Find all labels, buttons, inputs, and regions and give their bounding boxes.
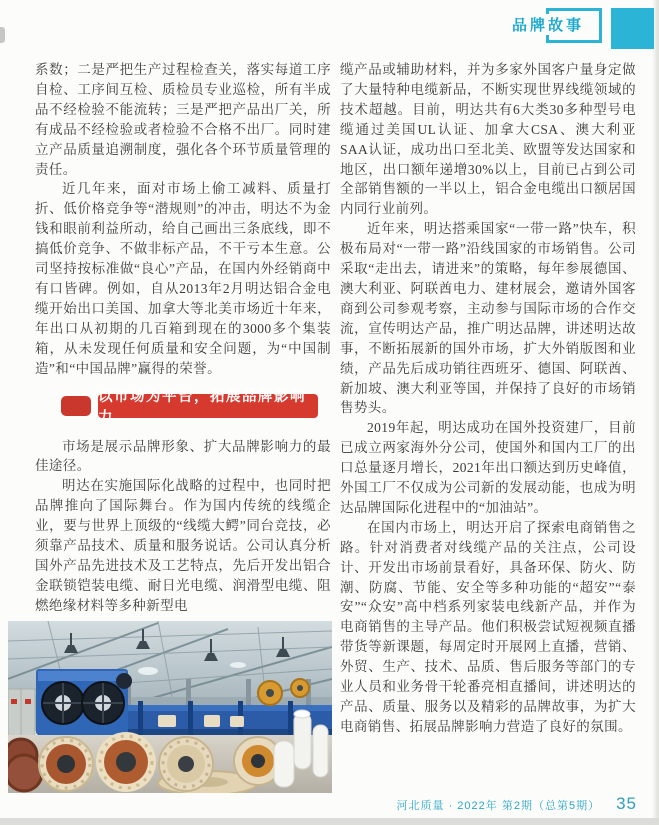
factory-photo bbox=[8, 621, 332, 793]
page-edge-shadow-bottom bbox=[0, 818, 659, 825]
paragraph: 明达在实施国际化战略的过程中，也同时把品牌推向了国际舞台。作为国内传统的线缆企业，要与世界上顶级的“线缆大鳄”同台竞技，必须靠产品技术、质量和服务说话。公司认真分析国外产品先进技术及工艺特点，先后开发出铝合金联锁铠装电缆、耐日光电缆、润滑型电缆、阻燃绝缘材料等多种新型电 bbox=[35, 478, 331, 613]
section-heading bbox=[35, 388, 331, 426]
heading-title: 以市场为平台，拓展品牌影响力 bbox=[98, 394, 318, 418]
right-column bbox=[340, 60, 636, 792]
paragraph: 2019年起，明达成功在国外投资建厂，目前已成立两家海外分公司，使国外和国内工厂的出口总量逐月增长，2021年出口额达到历史峰值，外国工厂不仅成为公司新的发展动能，也成为明达品牌国际化进程中的“加油站”。 bbox=[340, 420, 636, 515]
page-edge-shadow-right bbox=[652, 0, 659, 825]
heading-tab-shape bbox=[61, 396, 91, 416]
section-badge: 品牌故事 bbox=[509, 14, 587, 35]
paragraph: 缆产品或辅助材料，并为多家外国客户量身定做了大量特种电缆新品，不断实现世界线缆领域的技术超越。目前，明达共有6大类30多种型号电缆通过美国UL认证、加拿大CSA、澳大利亚SAA认证，成功出口至北美、欧盟等发达国家和地区，出口额年递增30%以上，目前已占到公司全部销售额的一半以上，铝合金电缆出口额居国内同行业前列。 bbox=[340, 62, 636, 217]
paragraph: 在国内市场上，明达开启了探索电商销售之路。针对消费者对线缆产品的关注点，公司设计、开发出市场前景看好，具备环保、防火、防潮、防腐、节能、安全等多种功能的“超安”“泰安”“众安”高中档系列家装电线新产品，并作为电商销售的主导产品。他们积极尝试短视频直播带货等新课题，每周定时开展网上直播，营销、外贸、生产、技术、品质、售后服务等部门的专业人员和业务骨干轮番亮相直播间，讲述明达的产品、质量、服务以及精彩的品牌故事，为扩大电商销售、拓展品牌影响力营造了良好的氛围。 bbox=[340, 519, 636, 734]
paragraph: 系数；二是严把生产过程检查关，落实每道工序自检、工序间互检、质检员专业巡检，所有半成品不经检验不能流转；三是严把产品出厂关，所有成品不经检验或者检验不合格不出厂。同时建立产品质量追溯制度，强化各个环节质量管理的责任。 bbox=[35, 62, 331, 177]
page-number: 35 bbox=[616, 794, 637, 813]
page-footer bbox=[397, 794, 637, 814]
scan-smudge bbox=[0, 27, 5, 43]
paragraph: 市场是展示品牌形象、扩大品牌影响力的最佳途径。 bbox=[35, 438, 331, 474]
journal-issue-info: 河北质量 · 2022年 第2期（总第5期） bbox=[396, 800, 601, 812]
paragraph-highlighted-red: 近几年来，面对市场上偷工减料、质量打折、低价格竞争等“潜规则”的冲击，明达不为金钱和眼前利益所动，给自己画出三条底线，即不搞低价竞争、不做非标产品，不干亏本生意。公司坚持按标准做“良心”产品，在国内外经销商中有口皆碑。例如，自从2013年2月明达铝合金电缆开始出口美国、加拿大等北美市场近十年来，年出口从初期的几百箱到现在的3000多个集装箱，从未发现任何质量和安全问题，为“中国制造”和“中国品牌”赢得的荣誉。 bbox=[35, 181, 331, 376]
left-column bbox=[35, 60, 331, 620]
paragraph: 近年来，明达搭乘国家“一带一路”快车，积极布局对“一带一路”沿线国家的市场销售。公司采取“走出去，请进来”的策略，每年参展德国、澳大利亚、阿联酋电力、建材展会，邀请外国客商到公司参观考察，主动参与国际市场的合作交流，宣传明达产品，推广明达品牌，讲述明达故事，不断拓展新的国外市场，扩大外销版图和业绩，产品先后成功销往西班牙、德国、阿联酋、新加坡、澳大利亚等国，并保持了良好的市场销售势头。 bbox=[340, 221, 636, 416]
header-accent-square bbox=[611, 8, 654, 49]
